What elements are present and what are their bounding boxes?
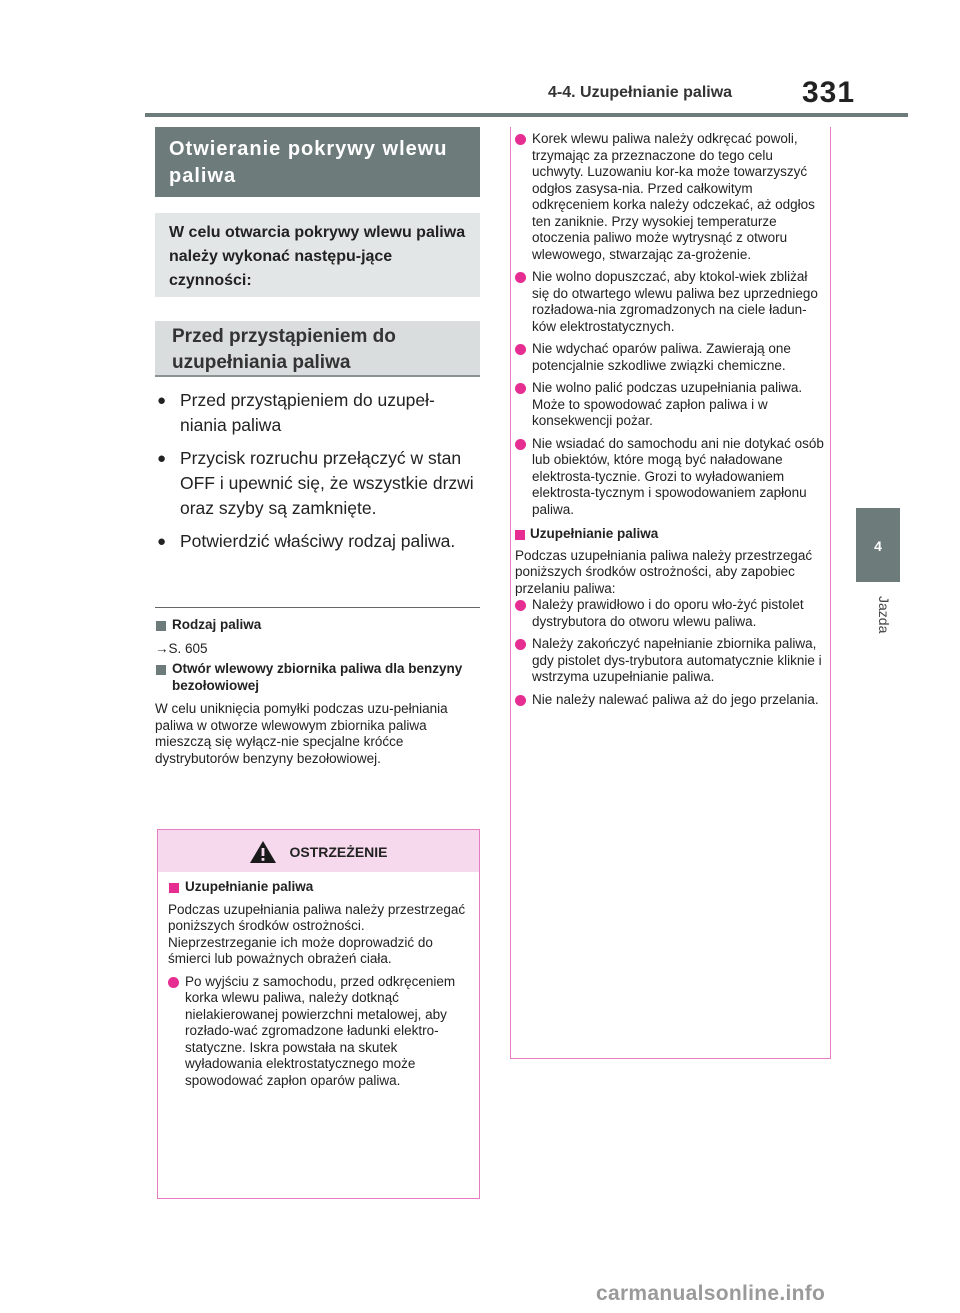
subsection-heading: Przed przystąpieniem do uzupełniania paliwa bbox=[155, 321, 480, 377]
warning-triangle-icon bbox=[249, 840, 277, 867]
intro-box: W celu otwarcia pokrywy wlewu paliwa należy wykonać następu-jące czynności: bbox=[155, 213, 480, 297]
warning-bullet: Nie wolno palić podczas uzupełniania paliwa. Może to spowodować zapłon paliwa i w konsekwencji pożar. bbox=[515, 380, 826, 430]
section-title: 4-4. Uzupełnianie paliwa bbox=[548, 84, 733, 101]
warning-bullet: Nie wdychać oparów paliwa. Zawierają one potencjalnie szkodliwe związki chemiczne. bbox=[515, 341, 826, 374]
page-number: 331 bbox=[802, 76, 856, 109]
warning-header bbox=[158, 830, 479, 872]
watermark: carmanualsonline.info bbox=[596, 1282, 826, 1305]
warning-continuation-box bbox=[510, 127, 831, 1059]
warning-bullets bbox=[168, 974, 469, 1090]
warning-bullet: Nie wolno dopuszczać, aby ktokol-wiek zbliżał się do otwartego wlewu paliwa bez uprzedniego rozładowa-nia zgromadzonych na ciele ładun-ków elektrostatycznych. bbox=[515, 269, 826, 335]
warning-bullet: Nie należy nalewać paliwa aż do jego przelania. bbox=[515, 692, 826, 709]
note-heading: Otwór wlewowy zbiornika paliwa dla benzyny bezołowiowej bbox=[155, 661, 480, 694]
steps-list bbox=[155, 388, 480, 562]
warning-body: Podczas uzupełniania paliwa należy przestrzegać poniższych środków ostrożności, aby zapobiec przelaniu paliwa: bbox=[515, 547, 813, 596]
note-heading: Rodzaj paliwa bbox=[155, 617, 480, 634]
step-item: ● Potwierdzić właściwy rodzaj paliwa. bbox=[155, 529, 480, 554]
warning-bullet: Korek wlewu paliwa należy odkręcać powoli, trzymając za przeznaczone do tego celu uchwyty. Luzowaniu kor-ka może towarzyszyć odgłos zasysa-nia. Przed całkowitym odkręceniem korka należy odczekać, aż odgłos ten zaniknie. Przy wysokiej temperaturze otoczenia paliwo może wytrysnąć z otworu wlewowego, stwarzając za-grożenie. bbox=[515, 131, 826, 263]
warning-bullet: Należy zakończyć napełnianie zbiornika paliwa, gdy pistolet dys-trybutora automatycznie kliknie i wstrzyma uzupełnianie paliwa. bbox=[515, 636, 826, 686]
warning-bullet: Należy prawidłowo i do oporu wło-żyć pistolet dystrybutora do otworu wlewu paliwa. bbox=[515, 597, 826, 630]
warning-bullet: Nie wsiadać do samochodu ani nie dotykać osób lub obiektów, które mogą być naładowane elektrosta-tycznie. Grozi to wyładowaniem elektrosta-tycznym i spowodowaniem zapłonu paliwa. bbox=[515, 436, 826, 519]
warning-heading: Uzupełnianie paliwa bbox=[515, 526, 826, 543]
warning-body: Podczas uzupełniania paliwa należy przestrzegać poniższych środków ostrożności. Nieprzestrzeganie ich może doprowadzić do śmierci lub poważnych obrażeń ciała. bbox=[168, 901, 466, 966]
header-divider bbox=[145, 113, 908, 117]
chapter-label: Jazda bbox=[876, 596, 892, 634]
warning-heading: Uzupełnianie paliwa bbox=[168, 879, 469, 896]
warning-bullets bbox=[515, 131, 826, 518]
warning-bullets bbox=[515, 597, 826, 708]
note-body: W celu uniknięcia pomyłki podczas uzu-pełniania paliwa w otworze wlewowym zbiornika paliwa mieszczą się wyłącz-nie specjalne króćce dystrybutorów benzyny bezołowiowej. bbox=[155, 701, 448, 766]
step-item: ● Przed przystąpieniem do uzupeł-niania paliwa bbox=[155, 388, 480, 438]
warning-title: OSTRZEŻENIE bbox=[289, 844, 388, 861]
chapter-tab: 4 bbox=[856, 508, 900, 582]
note-body: →S. 605 bbox=[155, 640, 208, 656]
section-heading: Otwieranie pokrywy wlewu paliwa bbox=[155, 127, 480, 197]
warning-bullet: Po wyjściu z samochodu, przed odkręceniem korka wlewu paliwa, należy dotknąć nielakierowanej powierzchni metalowej, aby rozłado-wać zgromadzone ładunki elektro-statyczne. Iskra powstała na skutek wyładowania elektrostatycznego może spowodować zapłon oparów paliwa. bbox=[168, 974, 469, 1090]
warning-box bbox=[157, 829, 480, 1199]
notes-section bbox=[155, 614, 480, 771]
step-item: ● Przycisk rozruchu przełączyć w stan OFF i upewnić się, że wszystkie drzwi oraz szyby są zamknięte. bbox=[155, 446, 480, 521]
notes-divider bbox=[155, 607, 480, 608]
